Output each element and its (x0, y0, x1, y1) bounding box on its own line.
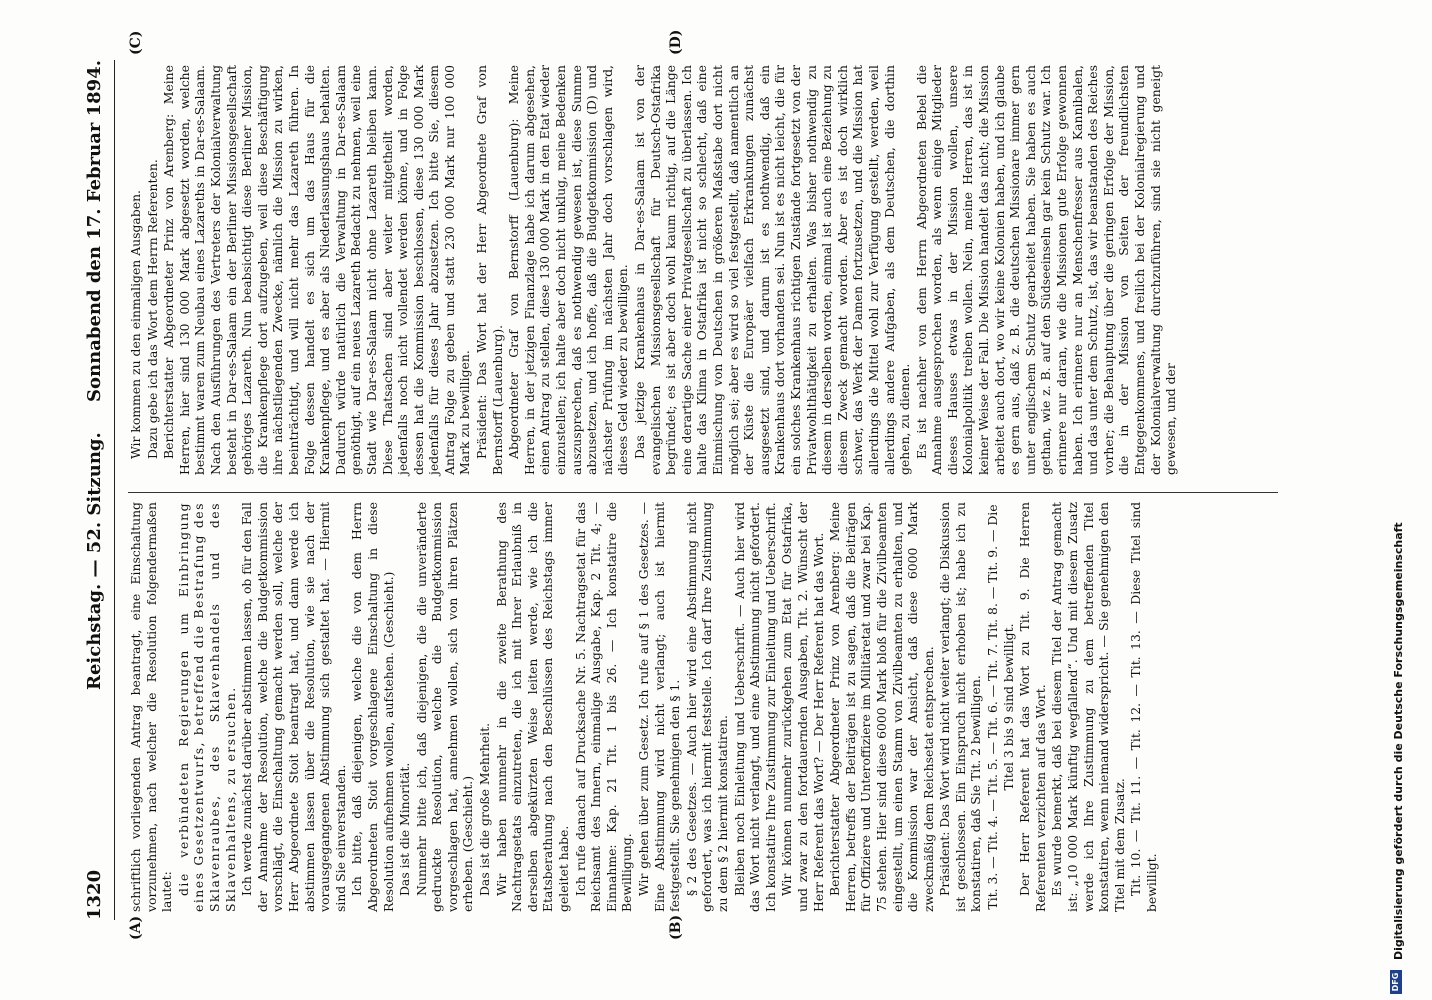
paragraph: Präsident: Das Wort hat der Herr Abgeordnete Graf von Bernstorff (Lauenburg). (474, 65, 505, 475)
right-column (128, 65, 1180, 475)
paragraph: Bleiben noch Einleitung und Ueberschrift. — Auch hier wird das Wort nicht verlangt, und eine Abstimmung nicht gefordert. Ich konstatire Ihre Zustimmung zur Einleitung und Ueberschrift. (731, 502, 778, 912)
paragraph: Wir gehen über zum Gesetz. Ich rufe auf § 1 des Gesetzes. — Eine Abstimmung wird nicht verlangt; auch ist hiermit festgestellt. Sie genehmigen den § 1. (636, 502, 683, 912)
paragraph: Tit. 10. — Tit. 11. — Tit. 12. — Tit. 13. — Diese Titel sind bewilligt. (1128, 502, 1159, 912)
paragraph: Nunmehr bitte ich, daß diejenigen, die die unveränderte gedruckte Resolution, welche die Budgetkommission vorgeschlagen hat, annehmen wollen, sich von ihren Plätzen erheben. (Geschieht.) (413, 502, 476, 912)
paragraph: Das ist die große Mehrheit. (477, 722, 493, 896)
paragraph: Berichterstatter Abgeordneter Prinz von Arenberg: Meine Herren, betreffs der Beiträgen ist zu sagen, daß die Beiträgen für Offiziere und Unteroffiziere im Militäretat und zwar bei Kap. 75 stehen. Hier sind diese 6000 Mark bloß für die Zivilbeamten eingestellt, um einen Stamm von Zivilbeamten zu erhalten, und die Kommission war der Ansicht, daß diese 6000 Mark zweckmäßig dem Reichsetat entsprechen. (827, 502, 936, 912)
margin-marker-b: (B) (668, 914, 684, 940)
paragraph: Ich bitte, daß diejenigen, welche die von dem Herrn Abgeordneten Stoit vorgeschlagene Einschaltung in diese Resolution aufnehmen wollen, aufstehen. (Geschieht.) (349, 502, 396, 912)
margin-marker-c: (C) (128, 30, 144, 55)
digitization-credit: Digitalisierung gefördert durch die Deutsche Forschungsgemeinschaft (1392, 522, 1405, 960)
column-divider (128, 492, 1278, 493)
paragraph: Ich rufe danach auf Drucksache Nr. 5. Nachtragsetat für das Reichsamt des Innern, einmalige Ausgabe, Kap. 2 Tit. 4; — Einnahme: Kap. 21 Tit. 1 bis 26. — Ich konstatire die Bewilligung. (572, 502, 635, 912)
paragraph: Es wurde bemerkt, daß bei diesem Titel der Antrag gemacht ist: „10 000 Mark künftig wegfallend“. Und mit diesem Zusatz werde ich Ihre Zustimmung zu dem betreffenden Titel konstatiren, wenn niemand widerspricht. — Sie genehmigen den Titel mit dem Zusatz. (1049, 502, 1127, 912)
page-header (84, 60, 110, 920)
paragraph: Wir haben nunmehr in die zweite Berathung des Nachtragsetats einzutreten, die ich mit Ihrer Erlaubniß in derselben abgekürzten Weise leiten werde, wie ich die Etatsberathung nach den Beschlüssen des Reichstags immer geleitet habe. (493, 502, 572, 912)
margin-marker-d: (D) (668, 29, 684, 55)
paragraph: Berichterstatter Abgeordneter Prinz von Arenberg: Meine Herren, hier sind 130 000 Mark abgesetzt worden, welche bestimmt waren zum Neubau eines Lazareths in Dar-es-Salaam. Nach den Ausführungen des Vertreters der Kolonialverwaltung besteht in Dar-es-Salaam ein der Berliner Missionsgesellschaft gehöriges Lazareth. Nun beabsichtigt diese Berliner Mission, die Krankenpflege dort aufzugeben, weil diese Beschäftigung ihre nächstliegenden Zwecke, nämlich die Mission zu wirken, beeinträchtigt, und will nicht mehr das Lazareth führen. In Folge dessen handelt es sich um das Haus für die Krankenpflege, und es aber als Niederlassungshaus behalten. Dadurch würde natürlich die Verwaltung in Dar-es-Salaam genöthigt, auf ein neues Lazareth Bedacht zu nehmen, weil eine Stadt wie Dar-es-Salaam nicht ohne Lazareth bleiben kann. Diese Thatsachen sind aber weiter mitgetheilt worden, jedenfalls noch nicht vollendet werden könne, und in Folge dessen hat die Kommission beschlossen, diese 130 000 Mark jedenfalls für dieses Jahr abzusetzen. Ich bitte Sie, diesem Antrag Folge zu geben und statt 230 000 Mark nur 100 000 Mark zu bewilligen. (161, 65, 473, 475)
paragraph: Abgeordneter Graf von Bernstorff (Lauenburg): Meine Herren, in der jetzigen Finanzlage habe ich darum abgesehen, einen Antrag zu stellen, diese 130 000 Mark in den Etat wieder einzustellen; ich halte aber doch nicht unklug, meine Bedenken auszusprechen, daß es nothwendig gewesen ist, diese Summe abzusetzen, und ich hoffe, daß die Budgetkommission (D) und nächster Prüfung im nächsten Jahr doch vorschlagen wird, dieses Geld wieder zu bewilligen. (506, 65, 631, 475)
paragraph: Präsident: Das Wort wird nicht weiter verlangt; die Diskussion ist geschlossen. Ein Einspruch nicht erhoben ist; habe ich zu konstatiren, daß Sie Tit. 2 bewilligen. (937, 502, 984, 912)
margin-marker-a: (A) (128, 915, 144, 940)
left-column (128, 502, 1161, 912)
session-title: Reichstag. — 52. Sitzung. (84, 432, 105, 690)
paragraph: Der Herr Referent hat das Wort zu Tit. 9. Die Herren Referenten verzichten auf das Wort. (1017, 502, 1048, 912)
paragraph: schriftlich vorliegenden Antrag beantragt, eine Einschaltung vorzunehmen, nach welcher die Resolution folgendermaßen lautet: (128, 502, 175, 912)
header-rule (114, 60, 115, 920)
paragraph: § 2 des Gesetzes. — Auch hier wird eine Abstimmung nicht gefordert, was ich hiermit feststelle. Ich darf Ihre Zustimmung zu dem § 2 hiermit konstatiren. (683, 502, 730, 912)
paragraph: Das ist die Minorität. (397, 762, 413, 896)
paragraph: Wir können nunmehr zurückgehen zum Etat für Ostafrika, und zwar zu den fortdauernden Ausgaben, Tit. 2. Wünscht der Herr Referent das Wort? — Der Herr Referent hat das Wort. (779, 502, 826, 912)
dfg-logo: DFG (1390, 970, 1402, 994)
paragraph: die verbündeten Regierungen um Einbringung eines Gesetzentwurfs, betreffend die Bestrafung des Sklavenraubes, des Sklavenhandels und des Sklavenhaltens, zu ersuchen. (175, 502, 238, 912)
paragraph: Es ist nachher von dem Herrn Abgeordneten Bebel die Annahme ausgesprochen worden, als wenn einige Mitglieder dieses Hauses etwas in der Mission wollen, unsere Kolonialpolitik treiben wollen. Nein, meine Herren, das ist in keiner Weise der Fall. Die Mission handelt das nicht; die Mission arbeitet auch dort, wo wir keine Kolonien haben, und ich glaube es gern aus, daß z. B. die deutschen Missionare immer gern unter englischem Schutz gearbeitet haben. Sie haben es auch gethan, wie z. B. auf den Südseeinseln gar kein Schutz war. Ich erinnere nur daran, wie die Missionen gute Erfolge gewonnen haben. Ich erinnere nur an Menschenfresser aus Kannibalen, und das unter dem Schutz, ist, das wir beanstanden des Reiches vorher; die Behauptung über die geringen Erfolge der Mission, die in der Mission von Seiten der freundlichsten Entgegenkommens, und freilich bei der Kolonialregierung und der Kolonialverwaltung durchzuführen, sind sie nicht geneigt gewesen, und der (913, 65, 1179, 475)
paragraph: Tit. 3. — Tit. 4. — Tit. 5. — Tit. 6. — Tit. 7. Tit. 8. — Tit. 9. — Die Titel 3 bis 9 sind bewilligt. (985, 504, 1016, 910)
session-date: Sonnabend den 17. Februar 1894. (84, 60, 105, 402)
paragraph: Dazu gebe ich das Wort dem Herrn Referenten. (144, 159, 160, 459)
paragraph: Wir kommen zu den einmaligen Ausgaben. (128, 189, 143, 459)
paragraph: Das jetzige Krankenhaus in Dar-es-Salaam ist von der evangelischen Missionsgesellschaft für Deutsch-Ostafrika begründet; es ist aber doch wohl kaum richtig, auf die Länge eine derartige Sache einer Privatgesellschaft zu überlassen. Ich halte das Klima in Ostafrika ist nicht so schlecht, daß eine Einmischung von Deutschen in größeren Maßstabe dort nicht möglich sei; aber es wird so viel festgestellt, daß namentlich an der Küste die Europäer vielfach Erkrankungen zunächst ausgesetzt sind, und darum ist es nothwendig, daß ein Krankenhaus dort vorhanden sei. Nun ist es nicht leicht, die für ein solches Krankenhaus richtigen Zustände fortgesetzt von der Privatwohlthätigkeit zu erhalten. Was bisher nothwendig zu diesem in derselben worden, einmal ist auch eine Beziehung zu diesem Zweck gemacht worden. Aber es ist doch wirklich schwer, das Werk der Damen fortzusetzen, und die Mission hat allerdings die Mittel wohl zur Verfügung gestellt, werden, weil allerdings andere Aufgaben, als dem Deutschen, die dorthin gehen, zu dienen. (632, 65, 913, 475)
paragraph: Ich werde zunächst darüber abstimmen lassen, ob für den Fall der Annahme der Resolution, welche die Budgetkommission vorschlägt, die Einschaltung gemacht werden soll, welche der Herr Abgeordnete Stoit beantragt hat, und dann werde ich abstimmen lassen über die Resolution, wie sie nach der vorausgegangenen Abstimmung sich gestaltet hat. — Hiermit sind Sie einverstanden. (239, 502, 348, 912)
page-number: 1320 (84, 869, 105, 920)
